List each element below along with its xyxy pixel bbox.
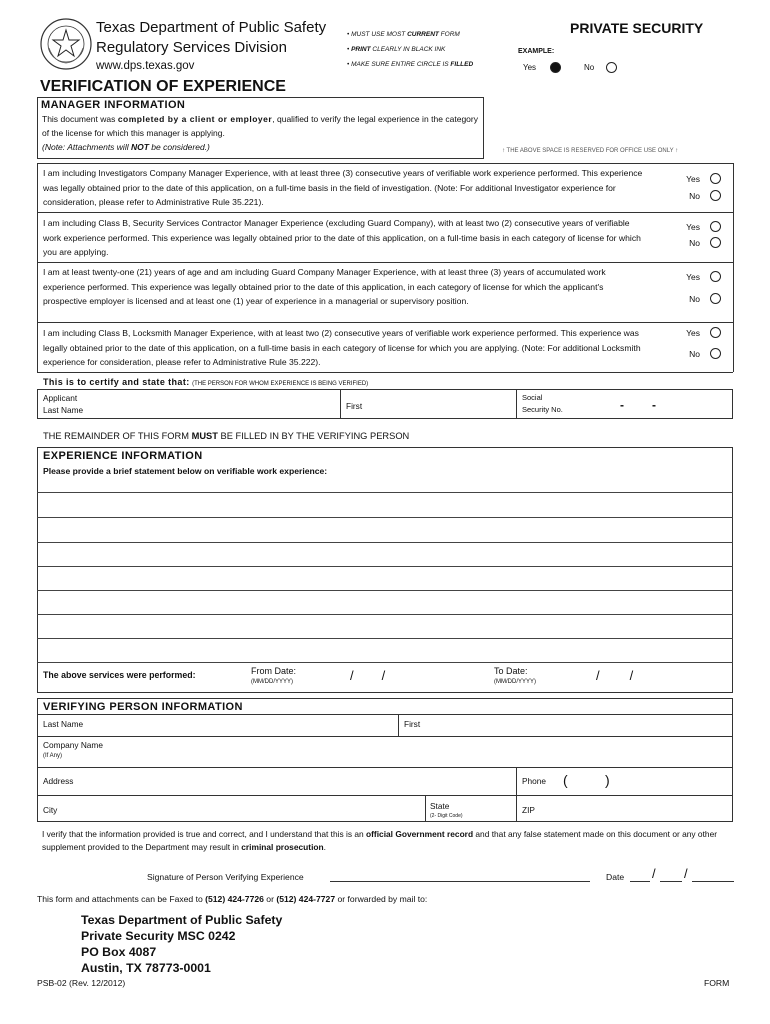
social-label: Social	[522, 393, 543, 402]
to-date-format: (MM/DD/YYYY)	[494, 679, 536, 685]
remainder-notice: THE REMAINDER OF THIS FORM MUST BE FILLED IN BY THE VERIFYING PERSON	[43, 431, 410, 441]
example-no-label: No	[584, 63, 595, 72]
manager-info-title: MANAGER INFORMATION	[41, 99, 186, 111]
instruction-item: • MUST USE MOST CURRENT FORM	[347, 31, 460, 38]
from-date-format: (MM/DD/YYYY)	[251, 679, 293, 685]
mailing-address-line: Texas Department of Public Safety	[81, 913, 283, 927]
experience-prompt: Please provide a brief statement below on verifiable work experience:	[43, 466, 328, 476]
signature-label: Signature of Person Verifying Experience	[147, 872, 304, 882]
q1-yes-option[interactable]: Yes	[661, 173, 721, 184]
services-performed-label: The above services were performed:	[43, 670, 196, 680]
website-link[interactable]: www.dps.texas.gov	[96, 60, 195, 72]
division-name: Regulatory Services Division	[96, 39, 287, 56]
empty-circle-icon	[606, 62, 617, 73]
applicant-last-name-field[interactable]: Last Name	[43, 405, 84, 415]
from-date-label: From Date:	[251, 666, 297, 676]
ssn-separator: -	[652, 398, 656, 412]
verifier-last-name-field[interactable]: Last Name	[43, 719, 84, 729]
state-field[interactable]: State	[430, 801, 450, 811]
signature-line[interactable]	[330, 881, 590, 882]
ssn-separator: -	[620, 398, 624, 412]
q1-no-option[interactable]: No	[661, 190, 721, 201]
instruction-item: • MAKE SURE ENTIRE CIRCLE IS FILLED	[347, 61, 474, 68]
experience-info-title: EXPERIENCE INFORMATION	[43, 450, 203, 462]
program-title: PRIVATE SECURITY	[570, 20, 704, 36]
to-date-label: To Date:	[494, 666, 528, 676]
question-guard-company: I am at least twenty-one (21) years of age and am including Guard Company Manager Experience, with at least three (3) years of accumulated work experience performed. This experience was legally obtained prior to the date of this application, in each category of license for which the applicant's prospective employer is licensed and at least one (1) year of experience in a managerial or supervisory position.	[43, 267, 606, 306]
q4-yes-option[interactable]: Yes	[661, 327, 721, 338]
mailing-address-line: Austin, TX 78773-0001	[81, 961, 211, 975]
verifying-info-title: VERIFYING PERSON INFORMATION	[43, 701, 243, 713]
mailing-address-line: PO Box 4087	[81, 945, 157, 959]
applicant-first-name-field[interactable]: First	[346, 401, 363, 411]
verifying-box	[37, 698, 733, 822]
q2-no-radio[interactable]	[710, 237, 721, 248]
example-no	[584, 62, 617, 73]
attestation-text: I verify that the information provided is true and correct, and I understand that this is an official Government record and that any false statement made on this document or any other supplement provided to the Department may result in criminal prosecution.	[42, 829, 718, 852]
zip-field[interactable]: ZIP	[522, 805, 535, 815]
dps-seal-logo	[40, 18, 92, 70]
mailing-address-line: Private Security MSC 0242	[81, 929, 236, 943]
q3-no-option[interactable]: No	[661, 293, 721, 304]
q4-no-option[interactable]: No	[661, 348, 721, 359]
q3-no-radio[interactable]	[710, 293, 721, 304]
from-date-field[interactable]: / /	[350, 668, 386, 683]
company-name-field[interactable]: Company Name	[43, 740, 103, 750]
signature-date-field[interactable]: / /	[630, 866, 734, 882]
office-use-note: ↑ THE ABOVE SPACE IS RESERVED FOR OFFICE USE ONLY ↑	[502, 148, 679, 154]
example-yes-label: Yes	[523, 63, 537, 72]
form-number: PSB-02 (Rev. 12/2012)	[37, 978, 126, 988]
question-security-contractor: I am including Class B, Security Services Contractor Manager Experience (excluding Guard Company), with at least two (2) consecutive years of verifiable work experience performed. This experience was legally obtained prior to the date of this application, on a full-time basis in each category of license for which you are applying.	[43, 218, 641, 257]
to-date-field[interactable]: / /	[596, 668, 634, 683]
phone-paren-close: )	[605, 772, 610, 788]
applicant-box	[37, 389, 733, 419]
filled-circle-icon	[550, 62, 561, 73]
mailing-address	[81, 912, 282, 976]
fax-instructions: This form and attachments can be Faxed to (512) 424-7726 or (512) 424-7727 or forwarded by mail to:	[37, 894, 428, 904]
example-yes	[523, 62, 561, 73]
instructions-list	[347, 27, 473, 72]
address-field[interactable]: Address	[43, 776, 74, 786]
agency-name: Texas Department of Public Safety	[96, 19, 327, 36]
phone-field[interactable]: Phone	[522, 776, 546, 786]
attachments-note: (Note: Attachments will NOT be considered.)	[42, 142, 210, 152]
manager-intro: This document was completed by a client or employer, qualified to verify the legal experience in the category of the license for which this manager is applying.	[42, 114, 478, 138]
q2-yes-option[interactable]: Yes	[661, 221, 721, 232]
state-note: (2- Digit Code)	[430, 813, 463, 819]
phone-paren-open: (	[563, 772, 568, 788]
company-note: (If Any)	[43, 753, 63, 759]
instruction-item: • PRINT CLEARLY IN BLACK INK	[347, 46, 446, 53]
applicant-label: Applicant	[43, 393, 78, 403]
question-locksmith: I am including Class B, Locksmith Manager Experience, with at least two (2) consecutive years of verifiable work experience performed. This experience was legally obtained prior to the date of this application, on a full-time basis in each category of license for which you are applying. (Note: For additional Locksmith experience for consideration, please refer to Administrative Rule 35.222).	[43, 328, 641, 367]
q2-yes-radio[interactable]	[710, 221, 721, 232]
ssn-field[interactable]: Security No.	[522, 405, 563, 414]
verifier-first-name-field[interactable]: First	[404, 719, 421, 729]
experience-box	[37, 447, 733, 693]
q2-no-option[interactable]: No	[661, 237, 721, 248]
q4-no-radio[interactable]	[710, 348, 721, 359]
date-label: Date	[606, 872, 625, 882]
form-label: FORM	[704, 978, 730, 988]
question-investigators: I am including Investigators Company Manager Experience, with at least three (3) consecutive years of verifiable work experience performed. This experience was legally obtained prior to the date of this application, on a full-time basis in the field of investigation. (Note: For additional Investigator experience for consideration, please refer to Administrative Rule 35.221).	[43, 168, 643, 207]
q3-yes-radio[interactable]	[710, 271, 721, 282]
certify-label: This is to certify and state that: (THE PERSON FOR WHOM EXPERIENCE IS BEING VERIFIED)	[43, 377, 369, 387]
q1-no-radio[interactable]	[710, 190, 721, 201]
q1-yes-radio[interactable]	[710, 173, 721, 184]
q3-yes-option[interactable]: Yes	[661, 271, 721, 282]
form-title: VERIFICATION OF EXPERIENCE	[40, 78, 286, 95]
example-label: EXAMPLE:	[518, 48, 555, 55]
city-field[interactable]: City	[43, 805, 58, 815]
q4-yes-radio[interactable]	[710, 327, 721, 338]
